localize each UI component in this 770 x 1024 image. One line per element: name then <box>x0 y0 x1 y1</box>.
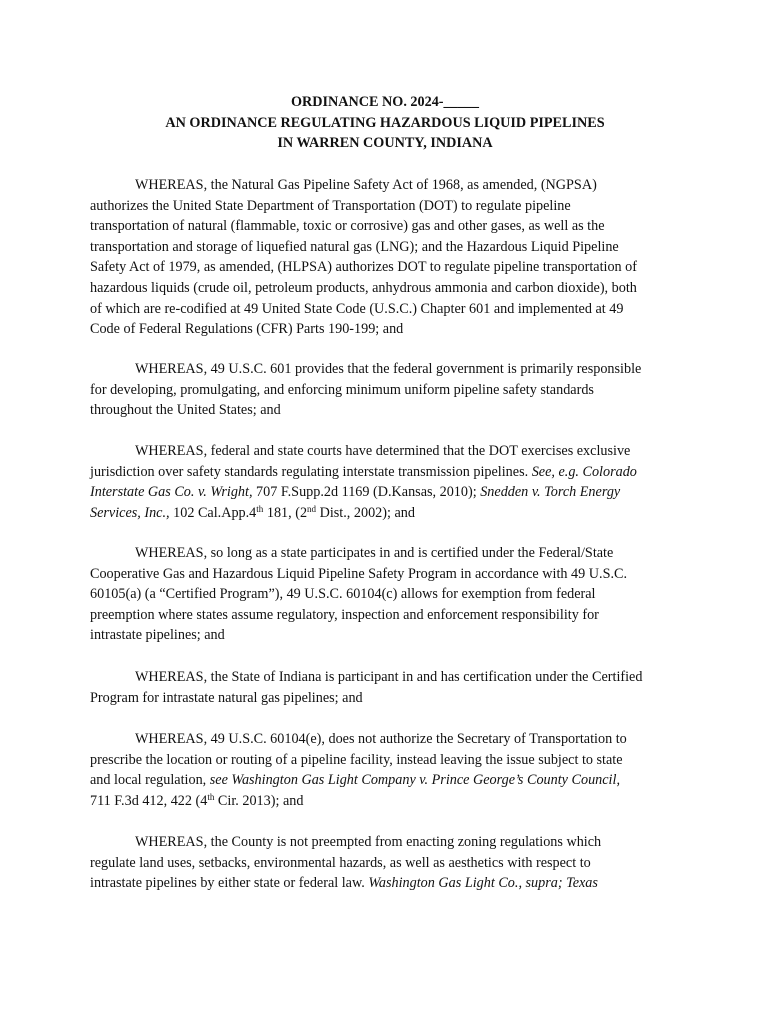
paragraph-line: Safety Act of 1979, as amended, (HLPSA) authorizes DOT to regulate pipeline transportation of <box>90 259 638 276</box>
whereas-paragraph-4 <box>90 543 682 646</box>
text-run: and local regulation, <box>90 772 210 789</box>
case-citation: see Washington Gas Light Company v. Prince George’s County Council, <box>209 772 620 789</box>
ordinance-subtitle: IN WARREN COUNTY, INDIANA <box>277 135 493 152</box>
paragraph-line: for developing, promulgating, and enforcing minimum uniform pipeline safety standards <box>90 381 594 398</box>
paragraph-line: WHEREAS, the County is not preempted from enacting zoning regulations which <box>135 834 602 850</box>
superscript: th <box>207 791 215 802</box>
paragraph-line <box>90 791 682 812</box>
paragraph-line: WHEREAS, so long as a state participates in and is certified under the Federal/State <box>135 545 614 561</box>
paragraph-line: 60105(a) (a “Certified Program”), 49 U.S.C. 60104(c) allows for exemption from federal <box>90 586 596 603</box>
text-run: intrastate pipelines by either state or federal law. <box>90 875 369 892</box>
ordinance-header <box>90 92 680 154</box>
whereas-paragraph-1 <box>90 175 682 340</box>
paragraph-line: Code of Federal Regulations (CFR) Parts 190-199; and <box>90 321 404 338</box>
paragraph-line: throughout the United States; and <box>90 402 281 419</box>
whereas-paragraph-6 <box>90 729 682 811</box>
whereas-paragraph-2 <box>90 359 682 421</box>
paragraph-line: Cooperative Gas and Hazardous Liquid Pipeline Safety Program in accordance with 49 U.S.C. <box>90 565 628 582</box>
paragraph-line <box>90 482 682 503</box>
paragraph-line <box>90 873 682 894</box>
paragraph-line: of which are re-codified at 49 United State Code (U.S.C.) Chapter 601 and implemented at 49 <box>90 300 624 317</box>
text-run: jurisdiction over safety standards regulating interstate transmission pipelines. <box>90 463 532 480</box>
whereas-paragraph-3 <box>90 441 682 523</box>
case-citation: Services, Inc., <box>90 504 170 521</box>
paragraph-line: regulate land uses, setbacks, environmental hazards, as well as aesthetics with respect to <box>90 854 591 871</box>
superscript: th <box>256 503 264 514</box>
text-run: Dist., 2002); and <box>316 504 415 521</box>
ordinance-number: ORDINANCE NO. 2024-_____ <box>291 94 479 110</box>
whereas-paragraph-5 <box>90 667 682 708</box>
superscript: nd <box>307 503 317 514</box>
ordinance-title: AN ORDINANCE REGULATING HAZARDOUS LIQUID PIPELINES <box>165 114 605 131</box>
paragraph-line <box>90 503 682 524</box>
paragraph-line: WHEREAS, the Natural Gas Pipeline Safety Act of 1968, as amended, (NGPSA) <box>135 177 597 193</box>
paragraph-line: preemption where states assume regulatory, inspection and enforcement responsibility for <box>90 606 599 623</box>
case-citation: Interstate Gas Co. v. Wright, <box>90 484 253 501</box>
text-run: 707 F.Supp.2d 1169 (D.Kansas, 2010); <box>252 484 481 501</box>
whereas-paragraph-7 <box>90 832 682 894</box>
paragraph-line: hazardous liquids (crude oil, petroleum products, anhydrous ammonia and carbon dioxide), both <box>90 279 637 296</box>
case-citation: Washington Gas Light Co., supra; Texas <box>368 875 598 892</box>
paragraph-line: WHEREAS, 49 U.S.C. 601 provides that the federal government is primarily responsible <box>135 361 642 377</box>
text-run: 711 F.3d 412, 422 (4 <box>90 792 208 809</box>
paragraph-line <box>90 770 682 791</box>
paragraph-line: WHEREAS, the State of Indiana is participant in and has certification under the Certified <box>135 669 643 685</box>
paragraph-line: transportation and storage of liquefied natural gas (LNG); and the Hazardous Liquid Pipeline <box>90 238 619 255</box>
case-citation: See, e.g. Colorado <box>531 463 637 480</box>
paragraph-line: Program for intrastate natural gas pipelines; and <box>90 689 363 706</box>
text-run: Cir. 2013); and <box>214 792 304 809</box>
paragraph-line <box>90 462 682 483</box>
paragraph-line: intrastate pipelines; and <box>90 627 225 644</box>
paragraph-line: WHEREAS, federal and state courts have determined that the DOT exercises exclusive <box>135 443 631 459</box>
paragraph-line: authorizes the United State Department of Transportation (DOT) to regulate pipeline <box>90 197 571 214</box>
paragraph-line: transportation of natural (flammable, toxic or corrosive) gas and other gases, as well as the <box>90 218 605 235</box>
case-citation: Snedden v. Torch Energy <box>480 484 621 501</box>
text-run: 181, (2 <box>263 504 308 521</box>
paragraph-line: prescribe the location or routing of a pipeline facility, instead leaving the issue subject to state <box>90 751 623 768</box>
text-run: 102 Cal.App.4 <box>169 504 257 521</box>
paragraph-line: WHEREAS, 49 U.S.C. 60104(e), does not authorize the Secretary of Transportation to <box>135 731 627 747</box>
